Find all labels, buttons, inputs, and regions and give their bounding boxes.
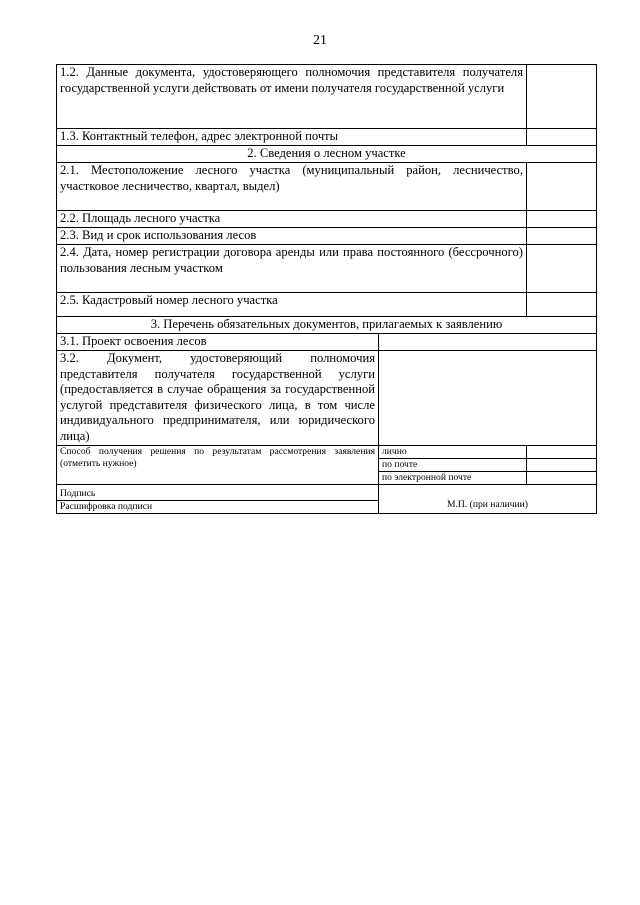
delivery-method-label: Способ получения решения по результатам рассмотрения заявления (отметить нужное)	[57, 445, 379, 484]
delivery-option-by-mail: по почте	[379, 458, 527, 471]
field-value-2-1[interactable]	[527, 163, 597, 211]
page-number: 21	[313, 33, 327, 48]
section-3-title: 3. Перечень обязательных документов, прилагаемых к заявлению	[57, 317, 597, 334]
delivery-option-in-person: лично	[379, 445, 527, 458]
field-value-1-2[interactable]	[527, 65, 597, 129]
field-label-1-3: 1.3. Контактный телефон, адрес электронной почты	[57, 129, 527, 146]
signature-decode-label: Расшифровка подписи	[57, 500, 379, 513]
field-label-2-2: 2.2. Площадь лесного участка	[57, 211, 527, 228]
field-label-2-3: 2.3. Вид и срок использования лесов	[57, 228, 527, 245]
field-value-2-3[interactable]	[527, 228, 597, 245]
field-value-2-4[interactable]	[527, 245, 597, 293]
field-label-3-2: 3.2. Документ, удостоверяющий полномочия представителя получателя государственной услуги (предоставляется в случае обращения за государственной услугой представителя физического лица, в том числе индивидуального предпринимателя, или юридического лица)	[57, 351, 379, 446]
field-value-1-3[interactable]	[527, 129, 597, 146]
signature-label: Подпись	[57, 484, 379, 500]
field-value-3-1[interactable]	[379, 334, 597, 351]
application-form-table	[56, 64, 597, 514]
field-label-2-1: 2.1. Местоположение лесного участка (муниципальный район, лесничество, участковое лесничество, квартал, выдел)	[57, 163, 527, 211]
field-label-2-5: 2.5. Кадастровый номер лесного участка	[57, 293, 527, 317]
delivery-checkbox-in-person[interactable]	[527, 445, 597, 458]
delivery-checkbox-by-mail[interactable]	[527, 458, 597, 471]
field-value-2-5[interactable]	[527, 293, 597, 317]
delivery-option-by-email: по электронной почте	[379, 471, 527, 484]
field-value-2-2[interactable]	[527, 211, 597, 228]
field-label-2-4: 2.4. Дата, номер регистрации договора аренды или права постоянного (бессрочного) пользования лесным участком	[57, 245, 527, 293]
section-2-title: 2. Сведения о лесном участке	[57, 146, 597, 163]
delivery-checkbox-by-email[interactable]	[527, 471, 597, 484]
field-label-1-2: 1.2. Данные документа, удостоверяющего полномочия представителя получателя государственной услуги действовать от имени получателя государственной услуги	[57, 65, 527, 129]
field-label-3-1: 3.1. Проект освоения лесов	[57, 334, 379, 351]
stamp-label: М.П. (при наличии)	[379, 484, 597, 513]
field-value-3-2[interactable]	[379, 351, 597, 446]
